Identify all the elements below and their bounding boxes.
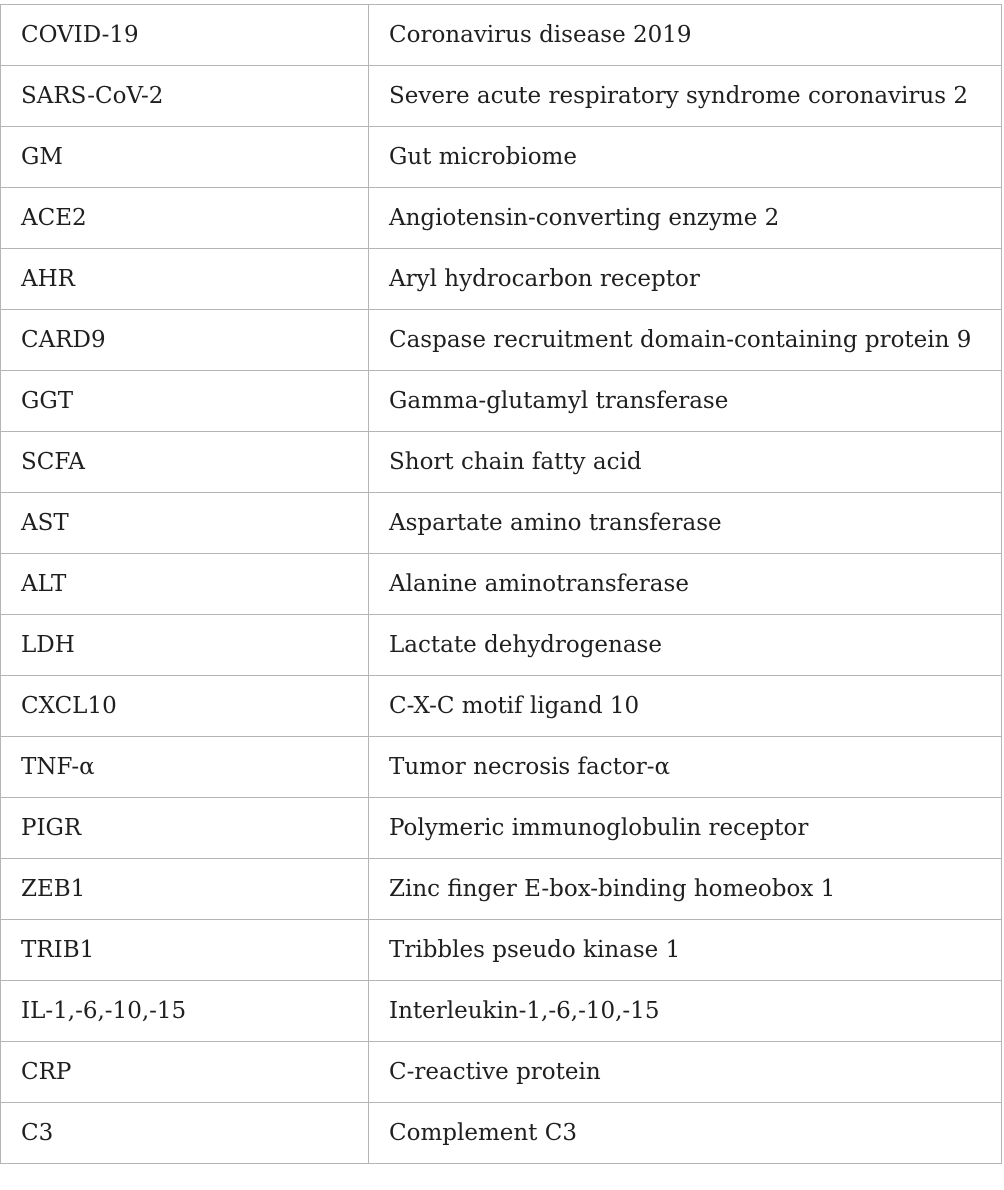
table-row [1, 554, 1002, 615]
definition-cell: Polymeric immunoglobulin receptor [369, 798, 1002, 859]
table-row [1, 737, 1002, 798]
definition-cell: Aryl hydrocarbon receptor [369, 249, 1002, 310]
abbreviation-cell: AST [1, 493, 369, 554]
definition-cell: C-X-C motif ligand 10 [369, 676, 1002, 737]
table-row [1, 798, 1002, 859]
abbreviation-cell: GM [1, 127, 369, 188]
definition-cell: Severe acute respiratory syndrome coronavirus 2 [369, 66, 1002, 127]
abbreviation-cell: TRIB1 [1, 920, 369, 981]
table-row [1, 371, 1002, 432]
abbreviation-cell: IL-1,-6,-10,-15 [1, 981, 369, 1042]
abbreviation-cell: CARD9 [1, 310, 369, 371]
definition-cell: Gamma-glutamyl transferase [369, 371, 1002, 432]
definition-cell: Tribbles pseudo kinase 1 [369, 920, 1002, 981]
definition-cell: Coronavirus disease 2019 [369, 5, 1002, 66]
abbreviation-cell: COVID-19 [1, 5, 369, 66]
abbreviation-cell: C3 [1, 1103, 369, 1164]
abbreviation-cell: ALT [1, 554, 369, 615]
abbreviation-cell: ACE2 [1, 188, 369, 249]
table-row [1, 249, 1002, 310]
abbreviation-cell: PIGR [1, 798, 369, 859]
table-row [1, 859, 1002, 920]
definition-cell: Lactate dehydrogenase [369, 615, 1002, 676]
table-row [1, 493, 1002, 554]
table-row [1, 981, 1002, 1042]
abbreviation-cell: SCFA [1, 432, 369, 493]
abbreviation-cell: GGT [1, 371, 369, 432]
definition-cell: Tumor necrosis factor-α [369, 737, 1002, 798]
definition-cell: Complement C3 [369, 1103, 1002, 1164]
abbreviation-cell: LDH [1, 615, 369, 676]
abbreviation-cell: TNF-α [1, 737, 369, 798]
table-row [1, 5, 1002, 66]
abbreviations-table [0, 4, 1002, 1164]
abbreviation-cell: SARS-CoV-2 [1, 66, 369, 127]
table-row [1, 188, 1002, 249]
definition-cell: Zinc finger E-box-binding homeobox 1 [369, 859, 1002, 920]
definition-cell: Angiotensin-converting enzyme 2 [369, 188, 1002, 249]
definition-cell: Interleukin-1,-6,-10,-15 [369, 981, 1002, 1042]
definition-cell: Short chain fatty acid [369, 432, 1002, 493]
table-row [1, 310, 1002, 371]
abbreviation-cell: AHR [1, 249, 369, 310]
definition-cell: C-reactive protein [369, 1042, 1002, 1103]
definition-cell: Caspase recruitment domain-containing protein 9 [369, 310, 1002, 371]
table-row [1, 66, 1002, 127]
abbreviation-cell: ZEB1 [1, 859, 369, 920]
definition-cell: Gut microbiome [369, 127, 1002, 188]
table-row [1, 676, 1002, 737]
abbreviation-cell: CRP [1, 1042, 369, 1103]
table-row [1, 1042, 1002, 1103]
abbreviations-table-body [1, 5, 1002, 1164]
abbreviation-cell: CXCL10 [1, 676, 369, 737]
table-row [1, 1103, 1002, 1164]
definition-cell: Aspartate amino transferase [369, 493, 1002, 554]
table-row [1, 127, 1002, 188]
table-row [1, 432, 1002, 493]
table-row [1, 920, 1002, 981]
table-row [1, 615, 1002, 676]
definition-cell: Alanine aminotransferase [369, 554, 1002, 615]
